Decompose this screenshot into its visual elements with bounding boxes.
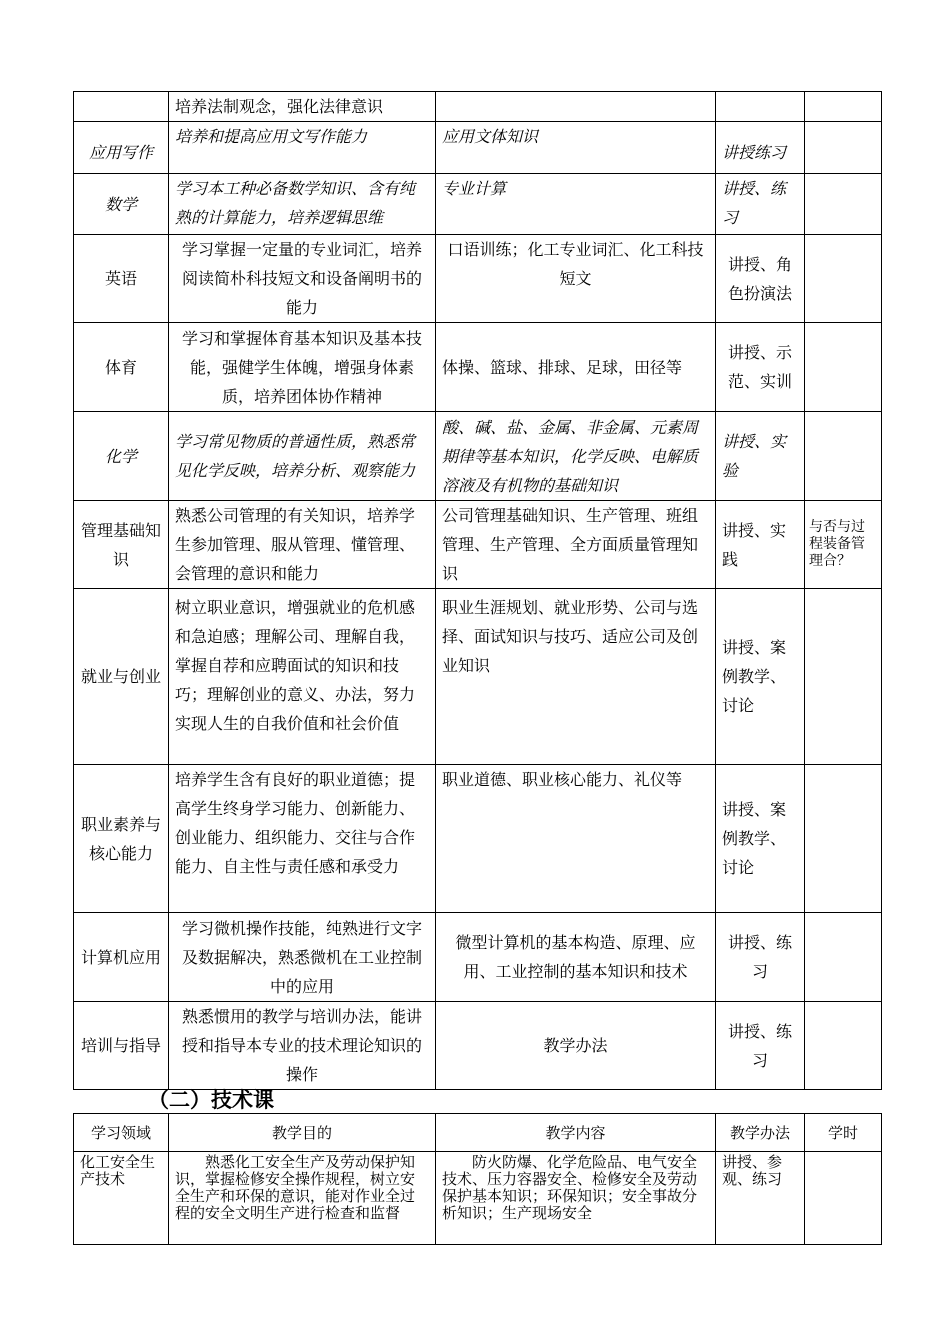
- content-cell: 专业计算: [436, 174, 716, 235]
- content-cell: 酸、碱、盐、金属、非金属、元素周期律等基本知识，化学反映、电解质溶液及有机物的基础知识: [436, 412, 716, 501]
- subject-cell: 英语: [74, 235, 169, 323]
- goal-cell: 培养法制观念，强化法律意识: [169, 92, 436, 122]
- subject-cell: 化学: [74, 412, 169, 501]
- table-row: [74, 174, 882, 235]
- content-cell: 应用文体知识: [436, 122, 716, 174]
- subject-cell: 就业与创业: [74, 589, 169, 765]
- goal-cell: 培养和提高应用文写作能力: [169, 122, 436, 174]
- header-method: 教学办法: [716, 1114, 805, 1152]
- content-cell: 微型计算机的基本构造、原理、应用、工业控制的基本知识和技术: [436, 913, 716, 1002]
- content-cell: 教学办法: [436, 1002, 716, 1090]
- curriculum-table: [73, 91, 882, 1090]
- hours-cell: [805, 323, 882, 412]
- method-cell: 讲授、实验: [716, 412, 805, 501]
- table-row: [74, 765, 882, 913]
- table-row: [74, 323, 882, 412]
- hours-cell: [805, 235, 882, 323]
- subject-cell: 职业素养与核心能力: [74, 765, 169, 913]
- header-area: 学习领域: [74, 1114, 169, 1152]
- table-row: [74, 589, 882, 765]
- subject-cell: 体育: [74, 323, 169, 412]
- subject-cell: 培训与指导: [74, 1002, 169, 1090]
- method-cell: 讲授、练习: [716, 1002, 805, 1090]
- subject-cell: 数学: [74, 174, 169, 235]
- hours-cell: 与否与过程装备管理合？: [805, 501, 882, 589]
- header-hours: 学时: [805, 1114, 882, 1152]
- content-cell: 职业道德、职业核心能力、礼仪等: [436, 765, 716, 913]
- hours-cell: [805, 92, 882, 122]
- goal-cell: 学习掌握一定量的专业词汇，培养阅读简朴科技短文和设备阐明书的能力: [169, 235, 436, 323]
- goal-cell: 学习和掌握体育基本知识及基本技能，强健学生体魄，增强身体素质，培养团体协作精神: [169, 323, 436, 412]
- hours-cell: [805, 589, 882, 765]
- area-cell: 化工安全生产技术: [74, 1152, 169, 1245]
- section-heading: （二）技术课: [148, 1088, 274, 1112]
- subject-cell: 计算机应用: [74, 913, 169, 1002]
- table-row: [74, 235, 882, 323]
- goal-cell: 学习常见物质的普通性质，熟悉常见化学反映，培养分析、观察能力: [169, 412, 436, 501]
- hours-cell: [805, 1152, 882, 1245]
- hours-cell: [805, 765, 882, 913]
- subject-cell: 应用写作: [74, 122, 169, 174]
- content-cell: 体操、篮球、排球、足球，田径等: [436, 323, 716, 412]
- table-row: [74, 1002, 882, 1090]
- method-cell: 讲授、角色扮演法: [716, 235, 805, 323]
- hours-cell: [805, 412, 882, 501]
- table-row: [74, 1152, 882, 1245]
- hours-cell: [805, 122, 882, 174]
- method-cell: 讲授、参观、练习: [716, 1152, 805, 1245]
- goal-cell: 熟悉化工安全生产及劳动保护知识，掌握检修安全操作规程，树立安全生产和环保的意识，能对作业全过程的安全文明生产进行检查和监督: [169, 1152, 436, 1245]
- goal-cell: 学习微机操作技能，纯熟进行文字及数据解决，熟悉微机在工业控制中的应用: [169, 913, 436, 1002]
- content-cell: 公司管理基础知识、生产管理、班组管理、生产管理、全方面质量管理知识: [436, 501, 716, 589]
- hours-cell: [805, 174, 882, 235]
- method-cell: 讲授、案例教学、讨论: [716, 765, 805, 913]
- table-row: [74, 913, 882, 1002]
- content-cell: [436, 92, 716, 122]
- table-row: [74, 412, 882, 501]
- content-cell: 口语训练；化工专业词汇、化工科技短文: [436, 235, 716, 323]
- hours-cell: [805, 913, 882, 1002]
- content-cell: 职业生涯规划、就业形势、公司与选择、面试知识与技巧、适应公司及创业知识: [436, 589, 716, 765]
- goal-cell: 熟悉惯用的教学与培训办法，能讲授和指导本专业的技术理论知识的操作: [169, 1002, 436, 1090]
- header-content: 教学内容: [436, 1114, 716, 1152]
- header-goal: 教学目的: [169, 1114, 436, 1152]
- goal-cell: 学习本工种必备数学知识、含有纯熟的计算能力，培养逻辑思维: [169, 174, 436, 235]
- subject-cell: [74, 92, 169, 122]
- method-cell: 讲授、实践: [716, 501, 805, 589]
- table-row: [74, 122, 882, 174]
- table-row: [74, 92, 882, 122]
- method-cell: 讲授、练习: [716, 913, 805, 1002]
- method-cell: [716, 92, 805, 122]
- table-row: [74, 501, 882, 589]
- goal-cell: 培养学生含有良好的职业道德；提高学生终身学习能力、创新能力、创业能力、组织能力、交往与合作能力、自主性与责任感和承受力: [169, 765, 436, 913]
- method-cell: 讲授、案例教学、讨论: [716, 589, 805, 765]
- table-header-row: [74, 1114, 882, 1152]
- content-cell: 防火防爆、化学危险品、电气安全技术、压力容器安全、检修安全及劳动保护基本知识；环保知识；安全事故分析知识；生产现场安全: [436, 1152, 716, 1245]
- goal-cell: 树立职业意识，增强就业的危机感和急迫感；理解公司、理解自我，掌握自荐和应聘面试的知识和技巧；理解创业的意义、办法，努力实现人生的自我价值和社会价值: [169, 589, 436, 765]
- technical-course-table: [73, 1113, 882, 1245]
- method-cell: 讲授练习: [716, 122, 805, 174]
- method-cell: 讲授、示范、实训: [716, 323, 805, 412]
- goal-cell: 熟悉公司管理的有关知识，培养学生参加管理、服从管理、懂管理、会管理的意识和能力: [169, 501, 436, 589]
- subject-cell: 管理基础知识: [74, 501, 169, 589]
- method-cell: 讲授、练习: [716, 174, 805, 235]
- hours-cell: [805, 1002, 882, 1090]
